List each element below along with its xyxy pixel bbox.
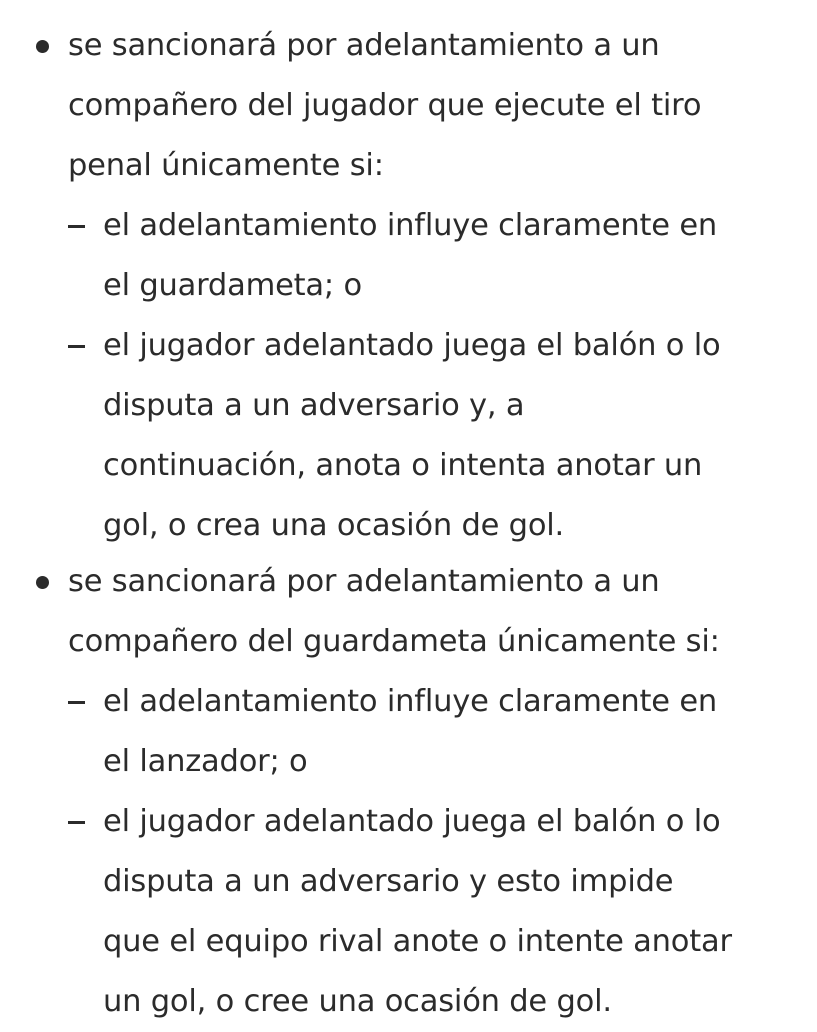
text-line: que el equipo rival anote o intente anotar: [103, 924, 732, 959]
text-line: un gol, o cree una ocasión de gol.: [103, 984, 612, 1019]
text-line: el lanzador; o: [103, 744, 308, 779]
text-line: el jugador adelantado juega el balón o lo: [103, 328, 721, 363]
bullet-dot-icon: [36, 40, 49, 53]
text-line: compañero del jugador que ejecute el tiro: [68, 88, 702, 123]
dash-icon: [68, 701, 85, 704]
dash-icon: [68, 345, 85, 348]
text-line: gol, o crea una ocasión de gol.: [103, 508, 565, 543]
text-line: se sancionará por adelantamiento a un: [68, 28, 660, 63]
text-line: el jugador adelantado juega el balón o lo: [103, 804, 721, 839]
text-line: disputa a un adversario y esto impide: [103, 864, 674, 899]
dash-icon: [68, 225, 85, 228]
text-line: se sancionará por adelantamiento a un: [68, 564, 660, 599]
text-line: el guardameta; o: [103, 268, 362, 303]
text-line: el adelantamiento influye claramente en: [103, 208, 718, 243]
dash-icon: [68, 821, 85, 824]
text-line: continuación, anota o intenta anotar un: [103, 448, 703, 483]
text-line: el adelantamiento influye claramente en: [103, 684, 718, 719]
sub-item-2-1: [68, 672, 808, 792]
sub-item-1-2: [68, 316, 808, 556]
text-line: compañero del guardameta únicamente si:: [68, 624, 720, 659]
sub-item-1-1: [68, 196, 808, 316]
sub-item-2-2: [68, 792, 808, 1032]
bullet-item-1: [68, 16, 808, 556]
bullet-item-2: [68, 552, 808, 1032]
text-line: penal únicamente si:: [68, 148, 384, 183]
bullet-dot-icon: [36, 576, 49, 589]
text-line: disputa a un adversario y, a: [103, 388, 525, 423]
